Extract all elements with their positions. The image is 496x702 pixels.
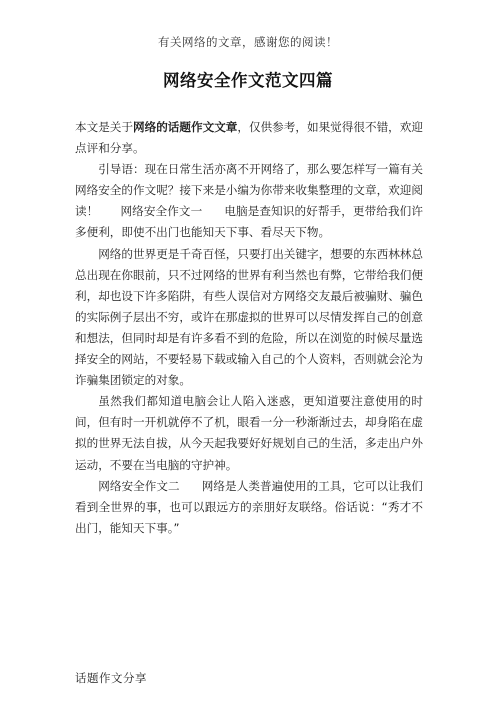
- lead-text: 引导语：现在日常生活亦离不开网络了，那么要怎样写一篇有关网络安全的作文呢？接下来是小编为你带来收集整理的文章，欢迎阅读！: [75, 162, 423, 219]
- section2-text: 网络是人类普遍使用的工具，它可以让我们看到全世界的事，也可以跟远方的亲朋好友联络。俗话说：“秀才不出门，能知天下事。”: [75, 478, 423, 535]
- section1-label: 网络安全作文一: [120, 204, 203, 219]
- lead-paragraph: [75, 159, 423, 243]
- intro-prefix: 本文是关于: [75, 120, 133, 134]
- intro-paragraph: [75, 117, 423, 159]
- section2-paragraph: [75, 476, 423, 539]
- section2-label: 网络安全作文二: [98, 478, 180, 493]
- page-header-note: 有关网络的文章，感谢您的阅读！: [158, 35, 338, 49]
- intro-keyword: 网络的话题作文文章: [133, 120, 238, 134]
- body-paragraph-2: 网络的世界更是千奇百怪，只要打出关键字，想要的东西林林总总出现在你眼前，只不过网络的世界有利当然也有弊，它带给我们便利，却也设下许多陷阱，有些人误信对方网络交友最后被骗财、骗色的实际例子层出不穷，或许在那虚拟的世界可以尽情发挥自己的创意和想法，但同时却是有许多看不到的危险，所以在浏览的时候尽量选择安全的网站，不要轻易下载或输入自己的个人资料，否则就会沦为诈骗集团锁定的对象。: [75, 246, 423, 388]
- document-body: [75, 117, 423, 539]
- section1-text: 电脑是查知识的好帮手，更带给我们许多便利，即使不出门也能知天下事、看尽天下物。: [75, 204, 423, 240]
- document-title: 网络安全作文范文四篇: [163, 71, 333, 90]
- intro-suffix: ，仅供参考，如果觉得很不错，欢迎点评和分享。: [75, 120, 423, 156]
- body-paragraph-3: 虽然我们都知道电脑会让人陷入迷惑，更知道要注意使用的时间，但有时一开机就停不了机，眼看一分一秒渐渐过去，却身陷在虚拟的世界无法自拔，从今天起我要好好规划自己的生活，多走出户外运动，不要在当电脑的守护神。: [75, 394, 423, 472]
- page-footer-note: 话题作文分享: [75, 671, 147, 685]
